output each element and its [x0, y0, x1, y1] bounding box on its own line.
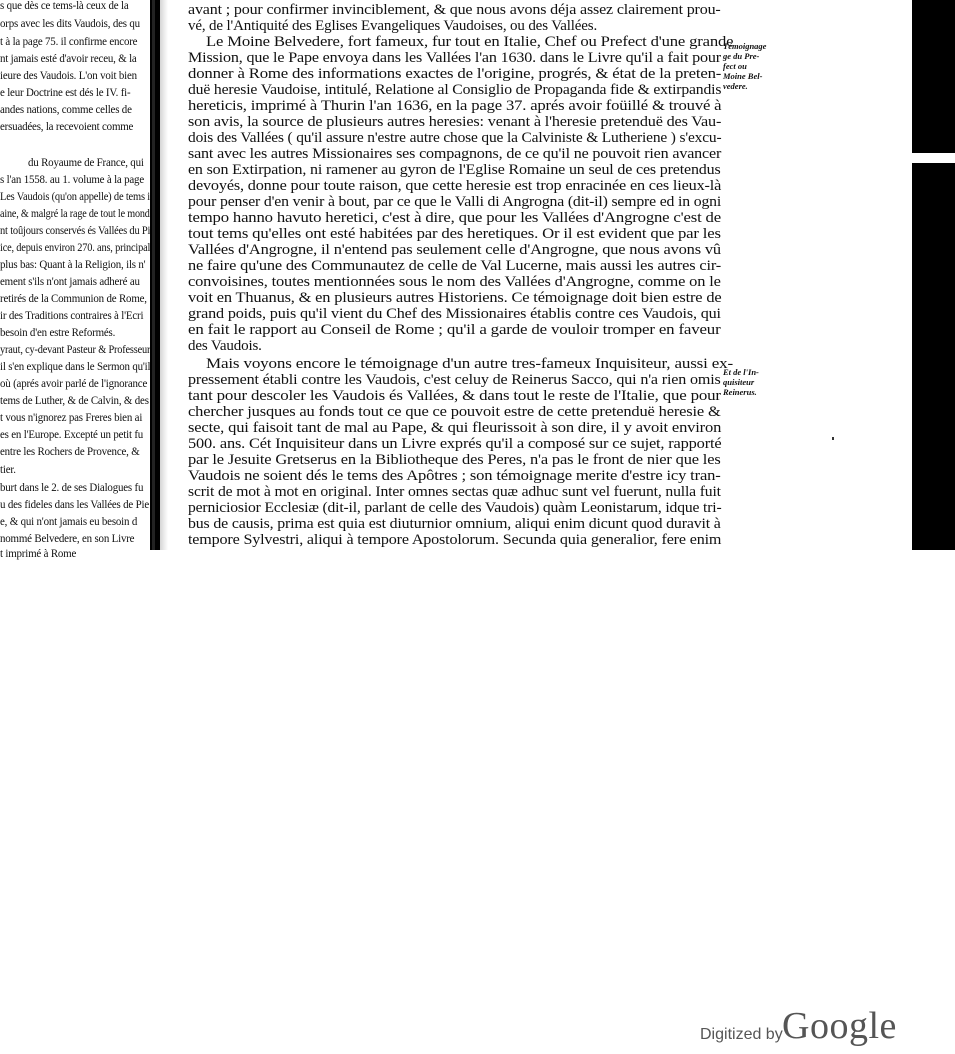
- left-page-line: orps avec les dits Vaudois, des qu: [0, 18, 140, 30]
- left-page-line: e leur Doctrine est dés le IV. fi-: [0, 87, 131, 99]
- left-page-line: nommé Belvedere, en son Livre: [0, 533, 135, 545]
- left-page-line: t à la page 75. il confirme encore: [0, 36, 138, 48]
- main-text-line: son avis, la source de plusieurs autres heresies: venant à l'heresie pretenduë des Vau-: [188, 114, 722, 130]
- left-page-line: e, & qui n'ont jamais eu besoin d: [0, 516, 138, 528]
- left-page-line: andes nations, comme celles de: [0, 104, 132, 116]
- left-page-fragment: [0, 0, 152, 560]
- main-text-line: avant ; pour confirmer invinciblement, & que nous avons déja assez clairement prou-: [188, 2, 721, 18]
- left-page-line: ement s'ils n'ont jamais adheré au: [0, 276, 140, 288]
- left-page-line: Les Vaudois (qu'on appelle) de tems i: [0, 191, 151, 203]
- margin-note-line: ge du Pre-: [723, 51, 760, 61]
- left-page-line: t vous n'ignorez pas Freres bien ai: [0, 412, 143, 424]
- main-text-line: tout tems qu'elles ont esté habitées par des heretiques. Or il est evident que par les: [188, 226, 721, 242]
- main-text-line: en fait le rapport au Conseil de Rome ; qu'il a garde de vouloir tromper en faveur: [188, 322, 721, 338]
- left-page-line: où (aprés avoir parlé de l'ignorance: [0, 378, 148, 390]
- main-text-line: tant pour descoler les Vaudois és Vallées, & dans tout le reste de l'Italie, que pour: [188, 388, 721, 404]
- left-page-line: ersuadées, la recevoient comme: [0, 121, 134, 133]
- left-page-line: es en l'Europe. Excepté un petit fu: [0, 429, 144, 441]
- main-text-line: dois des Vallées ( qu'il assure n'estre autre chose que la Calviniste & Lutheriene ) s'excu-: [188, 130, 722, 146]
- main-text-line: secte, qui faisoit tant de mal au Pape, & qui fleurissoit à son dire, il y avoit environ: [188, 420, 722, 436]
- left-page-line: aine, & malgré la rage de tout le mond: [0, 208, 150, 220]
- main-text-line: Mission, que le Pape envoya dans les Vallées l'an 1630. dans le Livre qu'il a fait pour: [188, 50, 721, 66]
- left-page-line: plus bas: Quant à la Religion, ils n': [0, 259, 146, 271]
- main-text-line: 500. ans. Cét Inquisiteur dans un Livre exprés qu'il a composé sur ce sujet, rapporté: [188, 436, 722, 452]
- google-logo: Google: [782, 1005, 897, 1047]
- main-text-line: duë heresie Vaudoise, intitulé, Relatione al Consiglio de Propaganda fide & extirpandis: [188, 82, 722, 98]
- margin-note-line: Témoignage: [723, 41, 767, 51]
- left-page-line: ieure des Vaudois. L'on voit bien: [0, 70, 137, 82]
- main-text-line: tempore Sylvestri, aliqui à tempore Apostolorum. Secunda quia generalior, fere enim: [188, 532, 722, 548]
- main-text-line: perniciosior Ecclesiæ (dit-il, parlant de celle des Vaudois) quàm Leonistarum, idque tri-: [188, 500, 722, 516]
- main-text-line: Mais voyons encore le témoignage d'un autre tres-fameux Inquisiteur, aussi ex-: [206, 356, 734, 372]
- margin-note-line: quisiteur: [723, 377, 755, 387]
- main-text-line: devoyés, donne pour toute raison, que cette heresie est trop enracinée en ces lieux-là: [188, 178, 722, 194]
- margin-note-line: Et de l'In-: [723, 367, 759, 377]
- left-page-line: burt dans le 2. de ses Dialogues fu: [0, 482, 144, 494]
- left-page-line: entre les Rochers de Provence, &: [0, 446, 140, 458]
- scan-border-bottom: [912, 163, 955, 550]
- gutter-edge: [152, 0, 155, 550]
- main-text-line: scrit de mot à mot en original. Inter omnes sectas quæ adhuc sunt vel fuerunt, nulla fuit: [188, 484, 721, 500]
- margin-note-line: fect ou: [723, 61, 747, 71]
- left-page-line: tier.: [0, 464, 16, 476]
- left-page-line: il s'en explique dans le Sermon qu'il: [0, 361, 151, 373]
- left-page-line: ice, depuis environ 270. ans, principal: [0, 242, 151, 254]
- main-text-line: pressement établi contre les Vaudois, c'est celuy de Reinerus Sacco, qui n'a rien omis: [188, 372, 721, 388]
- main-text-line: bus de causis, prima est quia est diuturnior omnium, aliqui enim dicunt quod duravit à: [188, 516, 721, 532]
- main-text-line: hereticis, imprimé à Thurin l'an 1636, en la page 37. aprés avoir foüillé & trouvé à: [188, 98, 722, 114]
- main-text-line: Vaudois ne soient dés le tems des Apôtres ; son témoignage merite d'estre icy tran-: [188, 468, 721, 484]
- left-page-line: nt jamais esté d'avoir receu, & la: [0, 53, 137, 65]
- main-text-line: Vallées d'Angrogne, il n'entend pas seulement celle d'Angrogne, que nous avons vû: [188, 242, 721, 258]
- left-page-line: u des fideles dans les Vallées de Pie: [0, 499, 150, 511]
- main-text-line: convoisines, toutes mentionnées sous le nom des Vallées d'Angrogne, comme on le: [188, 274, 721, 290]
- left-page-line: besoin d'en estre Reformés.: [0, 327, 116, 339]
- main-text-line: donner à Rome des informations exactes de l'origine, progrés, & état de la preten-: [188, 66, 722, 82]
- left-page-line: retirés de la Communion de Rome,: [0, 293, 147, 305]
- main-text-line: ne faire qu'une des Communautez de celle de Val Lucerne, mais aussi les autres cir-: [188, 258, 722, 274]
- main-text-line: tempo hanno havuto heretici, c'est à dire, que pour les Vallées d'Angrogne c'est de: [188, 210, 721, 226]
- margin-note-line: vedere.: [723, 81, 748, 91]
- main-text-line: vé, de l'Antiquité des Eglises Evangeliques Vaudoises, ou des Vallées.: [188, 18, 598, 34]
- left-page-line: du Royaume de France, qui: [28, 157, 144, 169]
- left-page-line: t imprimé à Rome: [0, 548, 77, 560]
- scan-border-top: [912, 0, 955, 153]
- left-page-line: tems de Luther, & de Calvin, & des: [0, 395, 149, 407]
- main-text-line: par le Jesuite Gretserus en la Bibliotheque des Peres, n'a pas le front de nier que les: [188, 452, 721, 468]
- main-text-line: grand poids, puis qu'il vient du Chef des Missionaires établis contre ces Vaudois, qui: [188, 306, 721, 322]
- scan-speck: [832, 437, 834, 440]
- left-page-line: ir des Traditions contraires à l'Ecri: [0, 310, 144, 322]
- left-page-line: yraut, cy-devant Pasteur & Professeur: [0, 344, 151, 356]
- main-text-line: chercher jusques au fonds tout ce que ce pouvoit estre de cette pretenduë heresie &: [188, 404, 721, 420]
- margin-note-line: Moine Bel-: [723, 71, 763, 81]
- main-page-text: [188, 0, 733, 550]
- main-text-line: pour penser d'en venir à bout, par ce que le Valli di Angrogna (dit-il) sempre ed in ogni: [188, 194, 722, 210]
- left-page-line: nt toûjours conservés és Vallées du Pi: [0, 225, 151, 237]
- main-text-line: voit en Thuanus, & en plusieurs autres Historiens. Ce témoignage doit bien estre de: [188, 290, 722, 306]
- left-page-line: s l'an 1558. au 1. volume à la page: [0, 174, 144, 186]
- digitized-by-label: Digitized by: [700, 1026, 783, 1043]
- left-page-line: s que dès ce tems-là ceux de la: [0, 0, 129, 12]
- main-text-line: sant avec les autres Missionaires ses compagnons, de ce qu'il ne pouvoit rien avancer: [188, 146, 722, 162]
- gutter-shadow: [160, 0, 168, 550]
- main-text-line: des Vaudois.: [188, 338, 262, 354]
- margin-note-line: Reinerus.: [723, 387, 757, 397]
- main-text-line: en son Extirpation, ni ramener au gyron de l'Eglise Romaine un seul de ces pretendus: [188, 162, 721, 178]
- main-text-line: Le Moine Belvedere, fort fameux, fur tout en Italie, Chef ou Prefect d'une grande: [206, 34, 734, 50]
